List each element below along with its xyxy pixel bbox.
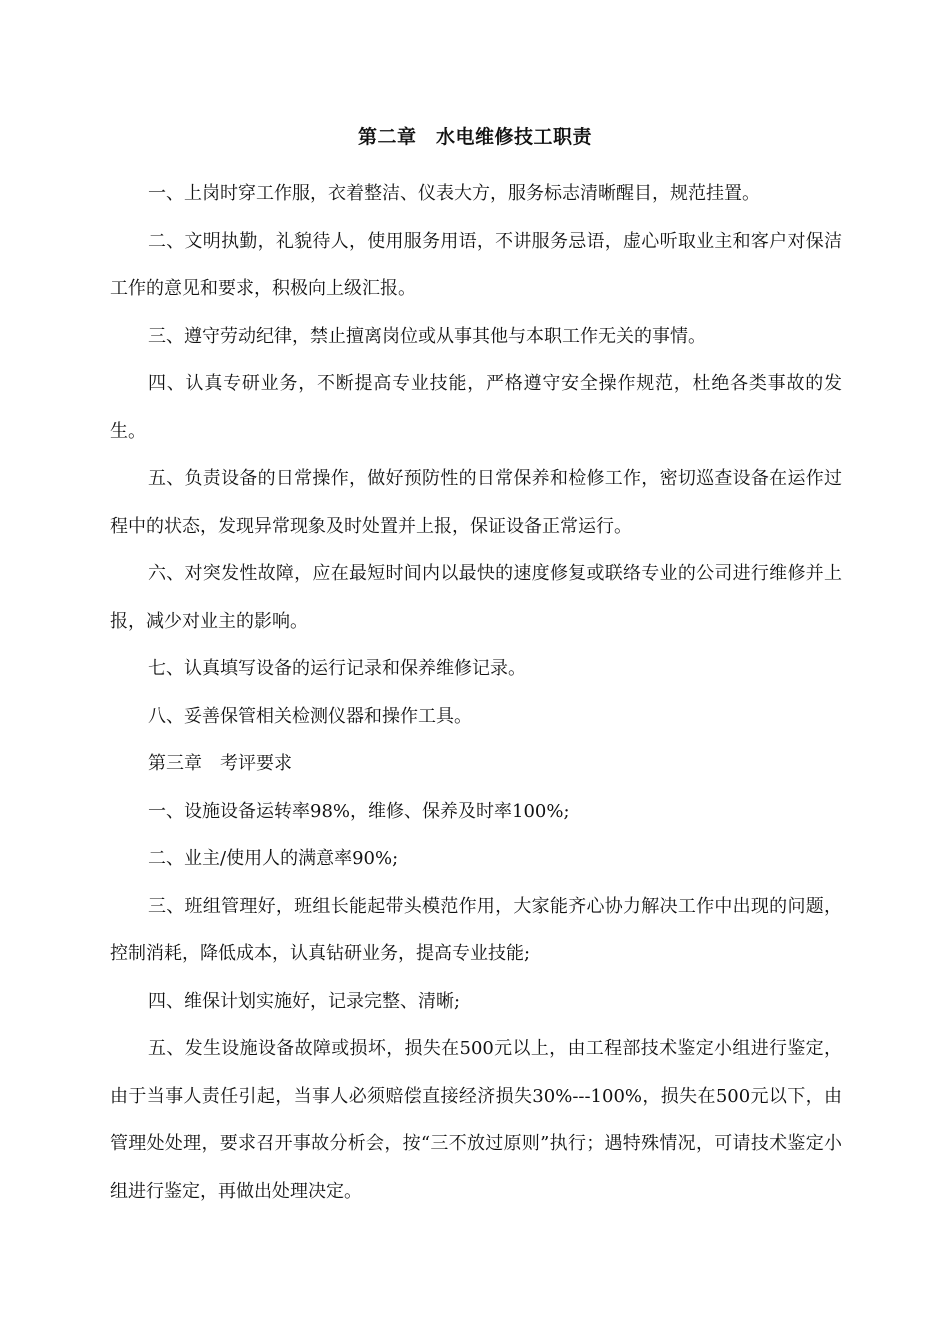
paragraph-8: 八、妥善保管相关检测仪器和操作工具。 [148, 705, 472, 727]
paragraph-6: 六、对突发性故障，应在最短时间内以最快的速度修复或联络专业的公司进行维修并上报，减少对业主的影响。 [110, 563, 842, 632]
chapter-three-heading: 第三章 考评要求 [148, 753, 292, 774]
paragraph-5: 五、负责设备的日常操作，做好预防性的日常保养和检修工作，密切巡查设备在运作过程中的状态，发现异常现象及时处置并上报，保证设备正常运行。 [110, 468, 842, 537]
requirement-5: 五、发生设施设备故障或损坏，损失在500元以上，由工程部技术鉴定小组进行鉴定，由于当事人责任引起，当事人必须赔偿直接经济损失30%---100%，损失在500元以下，由管理处处理，要求召开事故分析会，按“三不放过原则”执行；遇特殊情况，可请技术鉴定小组进行鉴定，再做出处理决定。 [110, 1038, 842, 1202]
chapter-title: 第二章 水电维修技工职责 [357, 126, 592, 148]
paragraph-2: 二、文明执勤，礼貌待人，使用服务用语，不讲服务忌语，虚心听取业主和客户对保洁工作的意见和要求，积极向上级汇报。 [110, 230, 842, 299]
requirement-3: 三、班组管理好，班组长能起带头模范作用，大家能齐心协力解决工作中出现的问题，控制消耗，降低成本，认真钻研业务，提高专业技能; [110, 895, 842, 964]
requirement-2: 二、业主/使用人的满意率90%; [148, 848, 399, 869]
paragraph-1: 一、上岗时穿工作服，衣着整洁、仪表大方，服务标志清晰醒目，规范挂置。 [148, 183, 760, 204]
paragraph-3: 三、遵守劳动纪律，禁止擅离岗位或从事其他与本职工作无关的事情。 [148, 325, 706, 347]
requirement-1: 一、设施设备运转率98%，维修、保养及时率100%; [148, 800, 570, 822]
requirement-4: 四、维保计划实施好，记录完整、清晰; [148, 990, 461, 1012]
document-body [110, 170, 842, 1215]
paragraph-7: 七、认真填写设备的运行记录和保养维修记录。 [148, 658, 526, 679]
paragraph-4: 四、认真专研业务，不断提高专业技能，严格遵守安全操作规范，杜绝各类事故的发生。 [110, 373, 842, 442]
